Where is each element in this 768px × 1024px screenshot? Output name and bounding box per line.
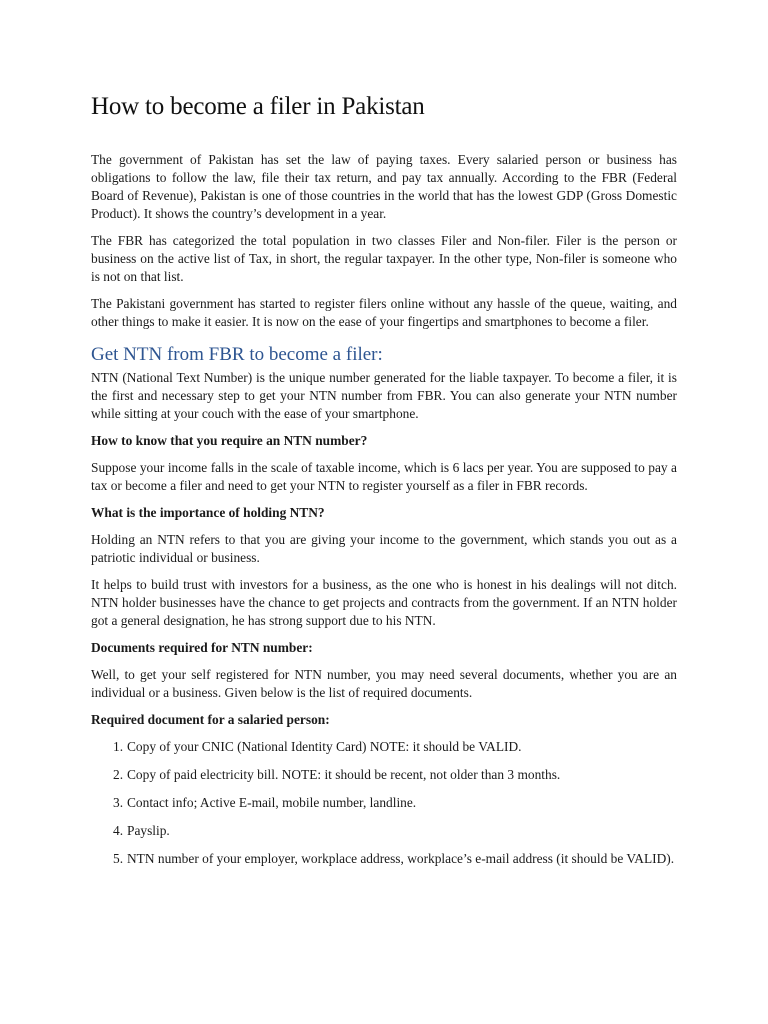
- list-item: [91, 850, 677, 868]
- list-item-text: Contact info; Active E-mail, mobile number, landline.: [127, 795, 417, 810]
- list-item-number: 1 .: [113, 738, 127, 756]
- list-item-text: NTN number of your employer, workplace address, workplace’s e-mail address (it should be VALID).: [127, 851, 675, 866]
- document-body: [91, 151, 677, 878]
- intro-paragraph-2: The FBR has categorized the total population in two classes Filer and Non-filer. Filer is the person or business on the active list of Tax, in short, the regular taxpayer. In the other type, Non-filer is someone who is not on that list.: [91, 233, 677, 284]
- subheading-documents-required: Documents required for NTN number:: [91, 640, 313, 655]
- required-documents-list: [91, 738, 677, 868]
- section-heading-get-ntn: Get NTN from FBR to become a filer:: [91, 344, 383, 365]
- list-item-number: 3 .: [113, 794, 127, 812]
- documents-paragraph: Well, to get your self registered for NTN number, you may need several documents, whether you are an individual or a business. Given below is the list of required documents.: [91, 667, 677, 700]
- list-item-number: 2 .: [113, 766, 127, 784]
- list-item: [91, 766, 677, 784]
- list-item: [91, 738, 677, 756]
- list-item-text: Payslip.: [127, 823, 170, 838]
- document-title: How to become a filer in Pakistan: [91, 93, 425, 120]
- intro-paragraph-1: The government of Pakistan has set the law of paying taxes. Every salaried person or business has obligations to follow the law, file their tax return, and pay tax annually. According to the FBR (Federal Board of Revenue), Pakistan is one of those countries in the world that has the lowest GDP (Gross Domestic Product). It shows the country’s development in a year.: [91, 152, 677, 221]
- list-item: [91, 794, 677, 812]
- subheading-importance-ntn: What is the importance of holding NTN?: [91, 505, 325, 520]
- list-item-number: 5 .: [113, 850, 127, 868]
- subheading-require-ntn: How to know that you require an NTN number?: [91, 433, 368, 448]
- list-item: [91, 822, 677, 840]
- list-item-number: 4 .: [113, 822, 127, 840]
- ntn-paragraph: NTN (National Text Number) is the unique number generated for the liable taxpayer. To become a filer, it is the first and necessary step to get your NTN number from FBR. You can also generate your NTN number while sitting at your couch with the ease of your smartphone.: [91, 370, 677, 421]
- importance-paragraph-2: It helps to build trust with investors for a business, as the one who is honest in his dealings will not ditch. NTN holder businesses have the chance to get projects and contracts from the government. If an NTN holder got a general designation, he has strong support due to his NTN.: [91, 577, 677, 628]
- intro-paragraph-3: The Pakistani government has started to register filers online without any hassle of the queue, waiting, and other things to make it easier. It is now on the ease of your fingertips and smartphones to become a filer.: [91, 296, 677, 329]
- subheading-salaried-person: Required document for a salaried person:: [91, 712, 330, 727]
- list-item-text: Copy of your CNIC (National Identity Card) NOTE: it should be VALID.: [127, 739, 522, 754]
- require-ntn-paragraph: Suppose your income falls in the scale of taxable income, which is 6 lacs per year. You are supposed to pay a tax or become a filer and need to get your NTN to register yourself as a filer in FBR records.: [91, 460, 677, 493]
- list-item-text: Copy of paid electricity bill. NOTE: it should be recent, not older than 3 months.: [127, 767, 561, 782]
- importance-paragraph-1: Holding an NTN refers to that you are giving your income to the government, which stands you out as a patriotic individual or business.: [91, 532, 677, 565]
